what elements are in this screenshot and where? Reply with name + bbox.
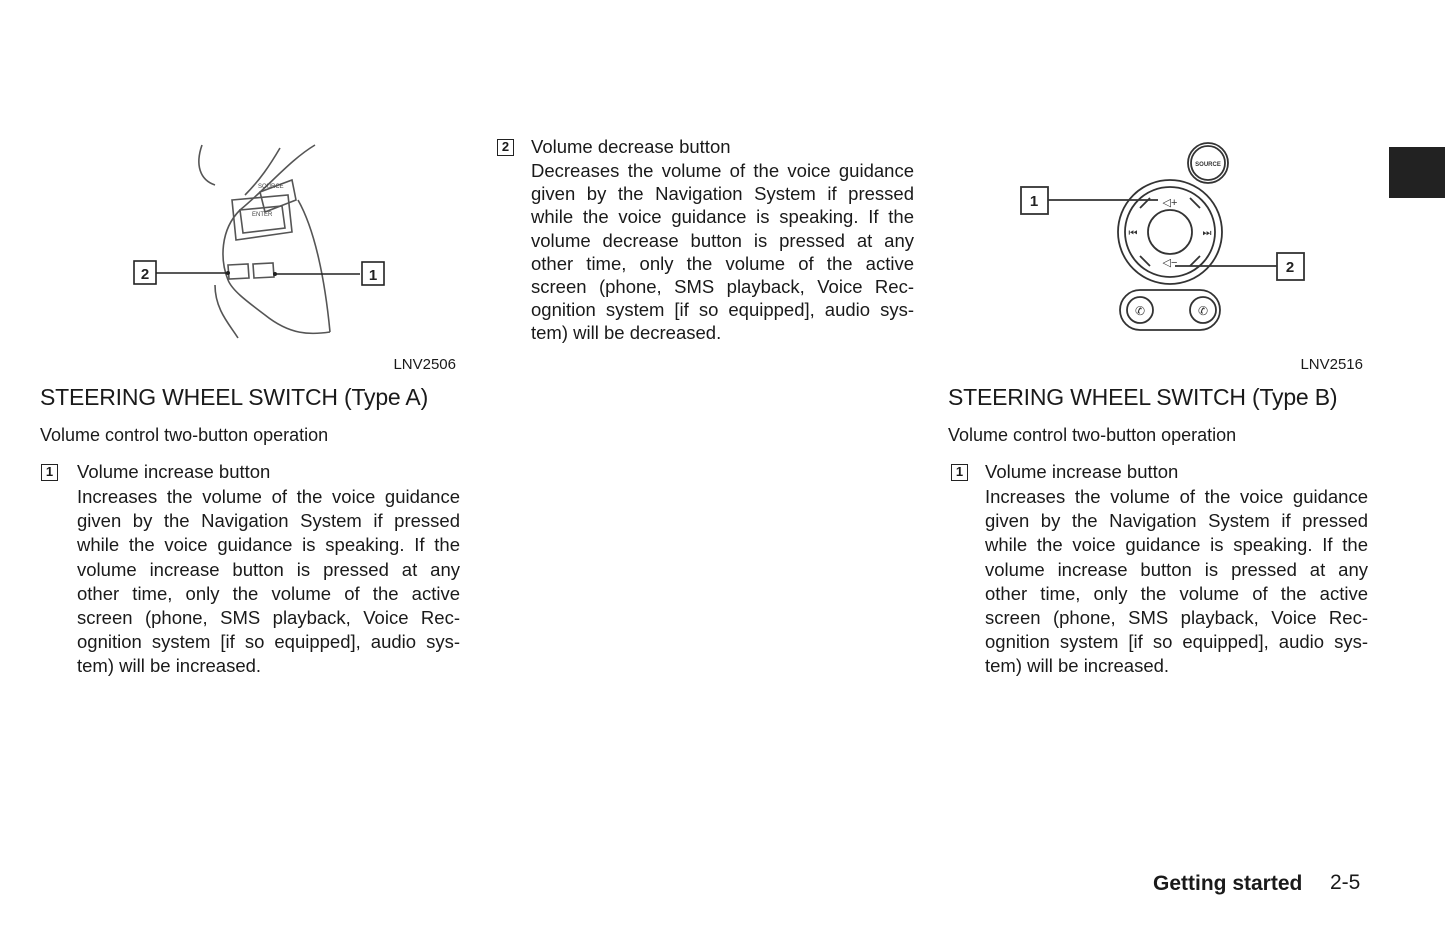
- steering-wheel-type-b-illustration: [1015, 140, 1315, 340]
- figure-callout-1: 1: [1029, 193, 1039, 210]
- item-number-badge: 1: [41, 464, 58, 481]
- phone-answer-glyph: ✆: [1134, 304, 1146, 318]
- figure-label-source: SOURCE: [258, 184, 284, 190]
- previous-track-glyph: ⏮: [1128, 228, 1138, 239]
- footer-page-number: 2-5: [1330, 871, 1361, 894]
- item-description-volume-increase: Increases the volume of the voice guidance given by the Navigation System if pressed while the voice guidance is speaking. If the volume increase button is pressed at any other time, only the volume of the active screen (phone, SMS playback, Voice Recognition system [if so equipped], audio system) will be increased.: [77, 486, 460, 677]
- item-number-badge: 1: [951, 464, 968, 481]
- phone-hangup-glyph: ✆: [1197, 304, 1209, 318]
- subheading-type-b: Volume control two-button operation: [948, 425, 1237, 445]
- figure-type-a: [120, 140, 420, 340]
- heading-type-a: STEERING WHEEL SWITCH (Type A): [40, 384, 429, 410]
- next-track-glyph: ⏭: [1202, 228, 1212, 239]
- figure-callout-2: 2: [140, 266, 150, 283]
- figure-type-b: [1015, 140, 1315, 340]
- item-title-volume-decrease: Volume decrease button: [531, 136, 731, 157]
- figure-label-enter: ENTER: [252, 212, 273, 218]
- heading-type-b: STEERING WHEEL SWITCH (Type B): [948, 384, 1338, 410]
- footer-section-title: Getting started: [1153, 872, 1303, 895]
- item-description-volume-increase: Increases the volume of the voice guidance given by the Navigation System if pressed while the voice guidance is speaking. If the volume increase button is pressed at any other time, only the volume of the active screen (phone, SMS playback, Voice Recognition system [if so equipped], audio system) will be increased.: [985, 486, 1368, 677]
- item-number-badge: 2: [497, 139, 514, 156]
- subheading-type-a: Volume control two-button operation: [40, 425, 329, 445]
- volume-up-glyph: ◁+: [1162, 197, 1178, 209]
- figure-callout-1: 1: [368, 267, 378, 284]
- figure-label-source: SOURCE: [1195, 162, 1221, 168]
- figure-code-left: LNV2506: [393, 356, 456, 373]
- volume-down-glyph: ◁−: [1162, 257, 1178, 269]
- section-tab-marker: [1389, 147, 1445, 198]
- item-description-volume-decrease: Decreases the volume of the voice guidance given by the Navigation System if pressed while the voice guidance is speaking. If the volume decrease button is pressed at any other time, only the volume of the active screen (phone, SMS playback, Voice Recognition system [if so equipped], audio system) will be decreased.: [531, 160, 914, 344]
- steering-wheel-type-a-illustration: [120, 140, 420, 340]
- figure-code-right: LNV2516: [1300, 356, 1363, 373]
- item-title-volume-increase: Volume increase button: [77, 461, 271, 482]
- figure-callout-2: 2: [1285, 259, 1295, 276]
- item-title-volume-increase: Volume increase button: [985, 461, 1179, 482]
